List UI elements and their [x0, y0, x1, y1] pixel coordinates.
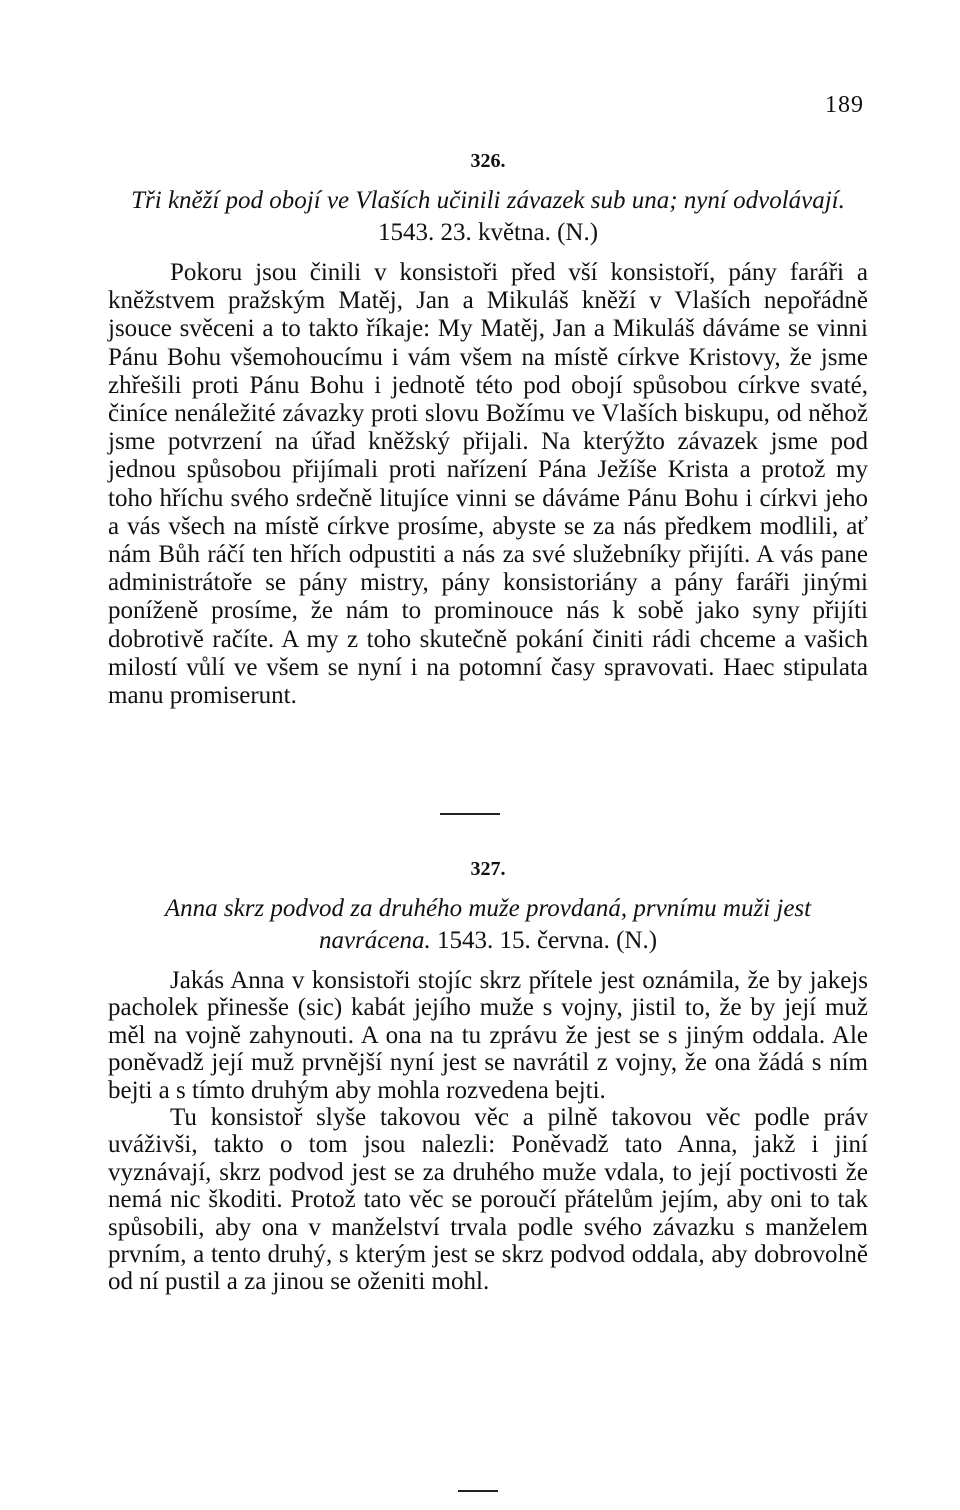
- document-section-327: [108, 858, 868, 1296]
- section-heading: [108, 185, 868, 249]
- section-paragraph: Jakás Anna v konsistoři stojíc skrz přítele jest oznámila, že by jakejs pacholek přinesše (sic) kabát jejího muže s vojny, jistil to, že by její muž měl na vojně zahynouti. A ona na tu zprávu že jest se s jiným oddala. Ale poněvadž její muž prvnější nyní jest se navrátil z vojny, že ona žádá s ním bejti a s tímto druhým aby mohla rozvedena bejti.: [108, 967, 868, 1104]
- section-heading: [108, 893, 868, 957]
- section-divider: [440, 813, 500, 815]
- section-paragraph: Pokoru jsou činili v konsistoři před vší konsistoří, pány faráři a kněžstvem pražským Matěj, Jan a Mikuláš kněží v Vlaších nepořádně jsouce svěceni a to takto říkaje: My Matěj, Jan a Mikuláš dáváme se vinni Pánu Bohu všemohoucímu i vám všem na místě církve Kristovy, že jsme zhřešili proti Pánu Bohu i jednotě této pod obojí spůsobou církve svaté, činíce nenáležité závazky proti slovu Božímu ve Vlaších biskupu, od něhož jsme potvrzení na úřad kněžský přijali. Na kterýžto závazek jsme pod jednou spůsobou přijímali proti nařízení Pána Ježíše Krista a protož my toho hříchu svého srdečně litujíce vinni se dáváme Pánu Bohu i církvi jeho a vás všech na místě církve prosíme, abyste se za nás předkem modlili, ať nám Bůh ráčí ten hřích odpustiti a nás za své služebníky přijíti. A vás pane administrátoře se pány mistry, pány konsistoriány a pány faráři jinými poníženě prosíme, že nám to prominouce nás k sobě jako syny přijíti dobrotivě račíte. A my z toho skutečně pokání činiti rádi chceme a vašich milostí vůlí ve všem se nyní i na potomní časy spravovati. Haec stipulata manu promiserunt.: [108, 259, 868, 710]
- section-number: 326.: [470, 150, 506, 172]
- section-heading-title: Anna skrz podvod za druhého muže provdaná, prvnímu muži jest navrácena.: [164, 895, 812, 954]
- section-heading-date: 1543. 23. května. (N.): [377, 219, 599, 246]
- section-paragraph: Tu konsistoř slyše takovou věc a pilně takovou věc podle práv uváživši, takto o tom jsou nalezli: Poněvadž tato Anna, jakž i jiní vyznávají, skrz podvod jest se za druhého muže vdala, to její poctivosti že nemá nic škoditi. Protož tato věc se poroučí přátelům jejím, aby oni to tak spůsobili, aby ona v manželství trvala podle svého závazku s manželem prvním, a tento druhý, s kterým jest se skrz podvod oddala, aby dobrovolně od ní pustil a za jinou se oženiti mohl.: [108, 1104, 868, 1296]
- page-number: 189: [825, 92, 864, 118]
- section-heading-title: Tři kněží pod obojí ve Vlaších učinili závazek sub una; nyní odvolávají.: [131, 187, 845, 214]
- section-heading-date: 1543. 15. června. (N.): [430, 927, 658, 954]
- document-section-326: [108, 150, 868, 710]
- end-divider: [458, 1490, 498, 1492]
- section-number: 327.: [470, 858, 506, 880]
